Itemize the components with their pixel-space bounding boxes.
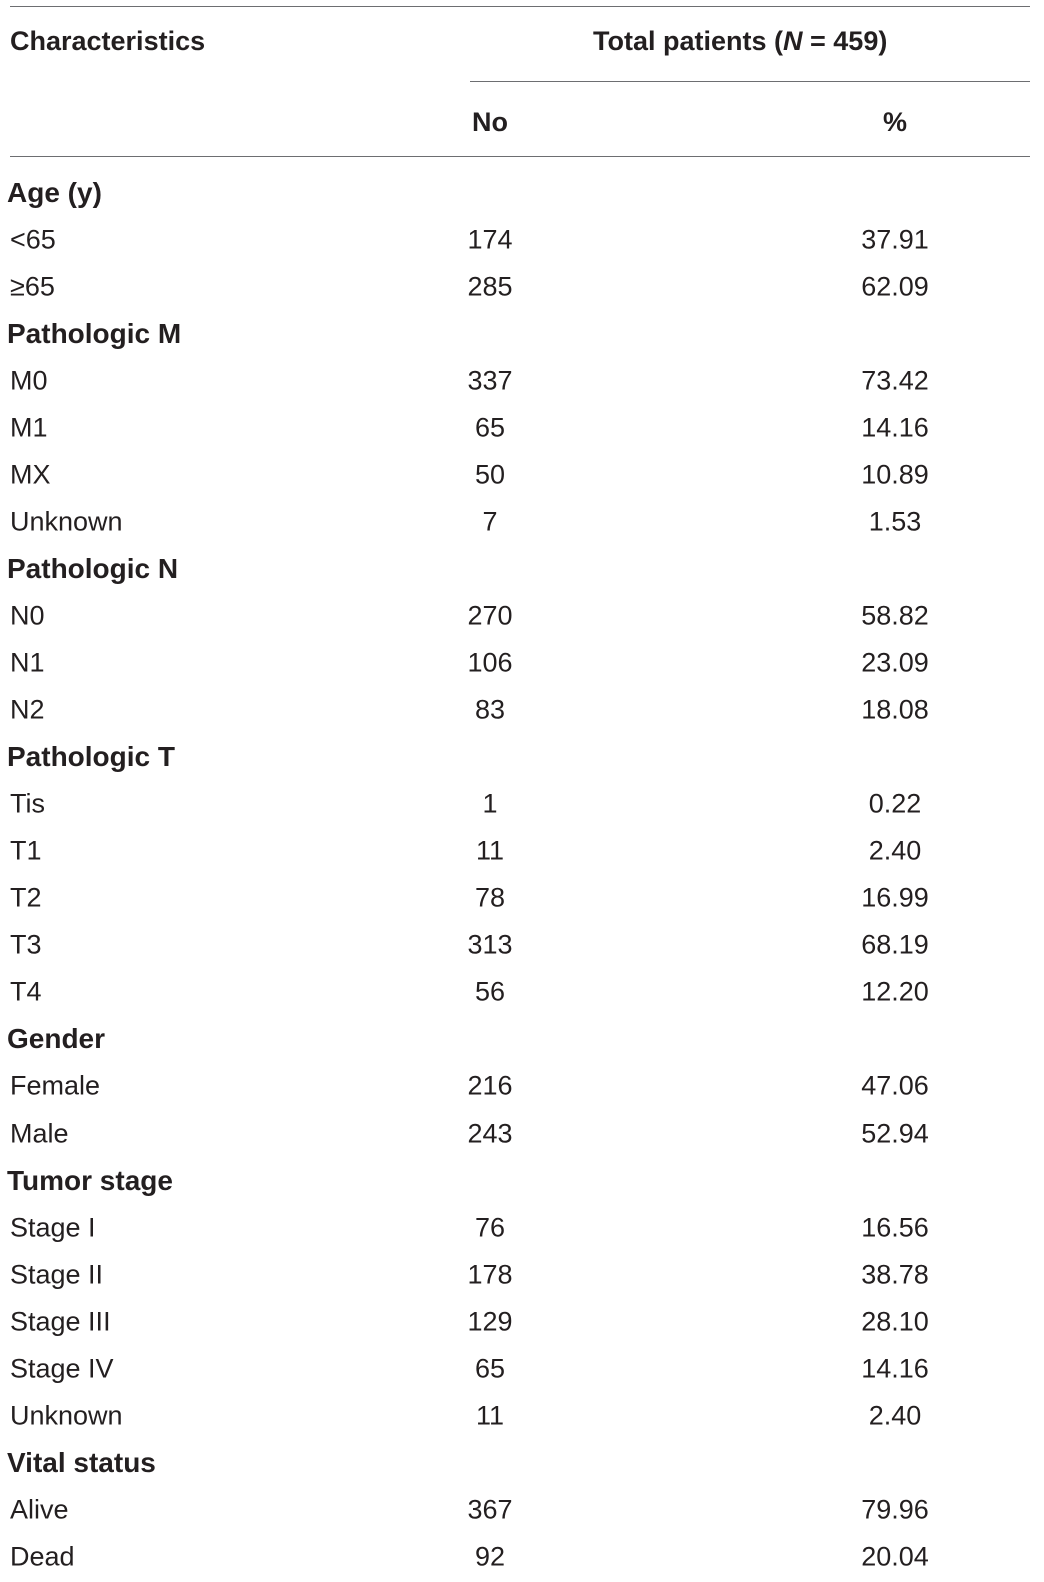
percent-cell: 58.82 [861,600,929,631]
section-label: Age (y) [7,176,102,208]
percent-cell: 2.40 [868,835,922,866]
percent-cell: 52.94 [861,1118,929,1148]
table-row [0,1251,1044,1298]
row-label: Unknown [10,506,123,537]
table-row [0,216,1044,263]
header-total-patients [593,28,887,55]
percent-cell: 18.08 [861,694,929,725]
section-label: Pathologic T [7,741,175,773]
section-header-row [0,545,1044,592]
section-header-row [0,310,1044,357]
percent-cell: 10.89 [861,459,929,490]
count-cell: 129 [467,1306,513,1337]
count-cell: 243 [467,1118,513,1148]
percent-cell: 1.53 [868,506,922,537]
count-cell: 92 [474,1541,506,1572]
percent-cell: 16.56 [861,1212,929,1243]
row-label: M0 [10,365,48,396]
row-label: Stage III [10,1306,111,1337]
percent-cell: 16.99 [861,882,929,913]
count-cell: 270 [467,600,513,631]
count-cell: 337 [467,365,513,396]
percent-cell: 73.42 [861,365,929,396]
table-row [0,1298,1044,1345]
section-label: Gender [7,1023,106,1055]
count-cell: 1 [482,788,498,819]
table-row [0,1533,1044,1580]
section-label: Tumor stage [7,1164,173,1196]
count-cell: 367 [467,1494,513,1525]
percent-cell: 12.20 [861,976,929,1007]
count-cell: 11 [475,835,505,866]
count-cell: 106 [467,647,513,678]
section-label: Pathologic N [7,552,179,584]
spanner-rule [470,81,1030,82]
percent-cell: 68.19 [861,929,929,960]
header-bottom-rule [10,156,1030,157]
table-row [0,1063,1044,1110]
top-rule [10,6,1030,7]
row-label: Stage II [10,1259,104,1290]
header-no: No [472,107,508,137]
percent-cell: 47.06 [861,1070,929,1101]
table-row [0,875,1044,922]
table-row [0,1392,1044,1439]
row-label: Tis [10,788,45,819]
table-row [0,1204,1044,1251]
row-label: Stage IV [10,1353,114,1384]
section-header-row [0,1439,1044,1486]
row-label: T3 [10,929,42,960]
count-cell: 65 [474,412,506,443]
row-label: Female [10,1070,101,1101]
percent-cell: 37.91 [861,224,929,255]
row-label: T1 [10,835,42,866]
row-label: Dead [10,1541,75,1572]
row-label: <65 [10,224,56,255]
row-label: T4 [10,976,42,1007]
count-cell: 216 [467,1070,513,1101]
table-row [0,404,1044,451]
percent-cell: 79.96 [861,1494,929,1525]
table-row [0,357,1044,404]
header-total-patients-text: Total patients (N = 459) [593,26,888,56]
table-row [0,498,1044,545]
percent-cell: 2.40 [868,1400,922,1431]
table-row [0,922,1044,969]
row-label: MX [10,459,51,490]
header-pct: % [882,107,908,137]
count-cell: 83 [474,694,506,725]
row-label: ≥65 [10,271,55,302]
row-label: Stage I [10,1212,96,1243]
section-label: Pathologic M [7,317,182,349]
row-label: T2 [10,882,42,913]
section-header-row [0,1016,1044,1063]
percent-cell: 14.16 [861,412,929,443]
percent-cell: 23.09 [861,647,929,678]
table-row [0,451,1044,498]
row-label: N0 [10,600,45,631]
count-cell: 178 [467,1259,513,1290]
table-row [0,1486,1044,1533]
percent-cell: 62.09 [861,271,929,302]
percent-cell: 38.78 [861,1259,929,1290]
count-cell: 285 [467,271,513,302]
count-cell: 50 [474,459,506,490]
count-cell: 11 [475,1400,505,1431]
table-row [0,1110,1044,1157]
count-cell: 78 [474,882,506,913]
section-header-row [0,734,1044,781]
count-cell: 7 [482,506,498,537]
row-label: M1 [10,412,48,443]
percent-cell: 14.16 [861,1353,929,1384]
table-row [0,781,1044,828]
table-row [0,263,1044,310]
count-cell: 313 [467,929,513,960]
section-label: Vital status [7,1446,156,1478]
row-label: Male [10,1118,69,1148]
section-header-row [0,1157,1044,1204]
percent-cell: 20.04 [861,1541,929,1572]
section-header-row [0,169,1044,216]
count-cell: 56 [474,976,506,1007]
row-label: Unknown [10,1400,123,1431]
row-label: N2 [10,694,45,725]
count-cell: 76 [474,1212,506,1243]
table-row [0,687,1044,734]
row-label: N1 [10,647,45,678]
row-label: Alive [10,1494,69,1525]
table-row [0,828,1044,875]
count-cell: 174 [467,224,513,255]
table-row [0,592,1044,639]
percent-cell: 28.10 [861,1306,929,1337]
table-row [0,1345,1044,1392]
table-row [0,969,1044,1016]
percent-cell: 0.22 [868,788,922,819]
count-cell: 65 [474,1353,506,1384]
table-row [0,640,1044,687]
header-characteristics: Characteristics [10,26,206,56]
